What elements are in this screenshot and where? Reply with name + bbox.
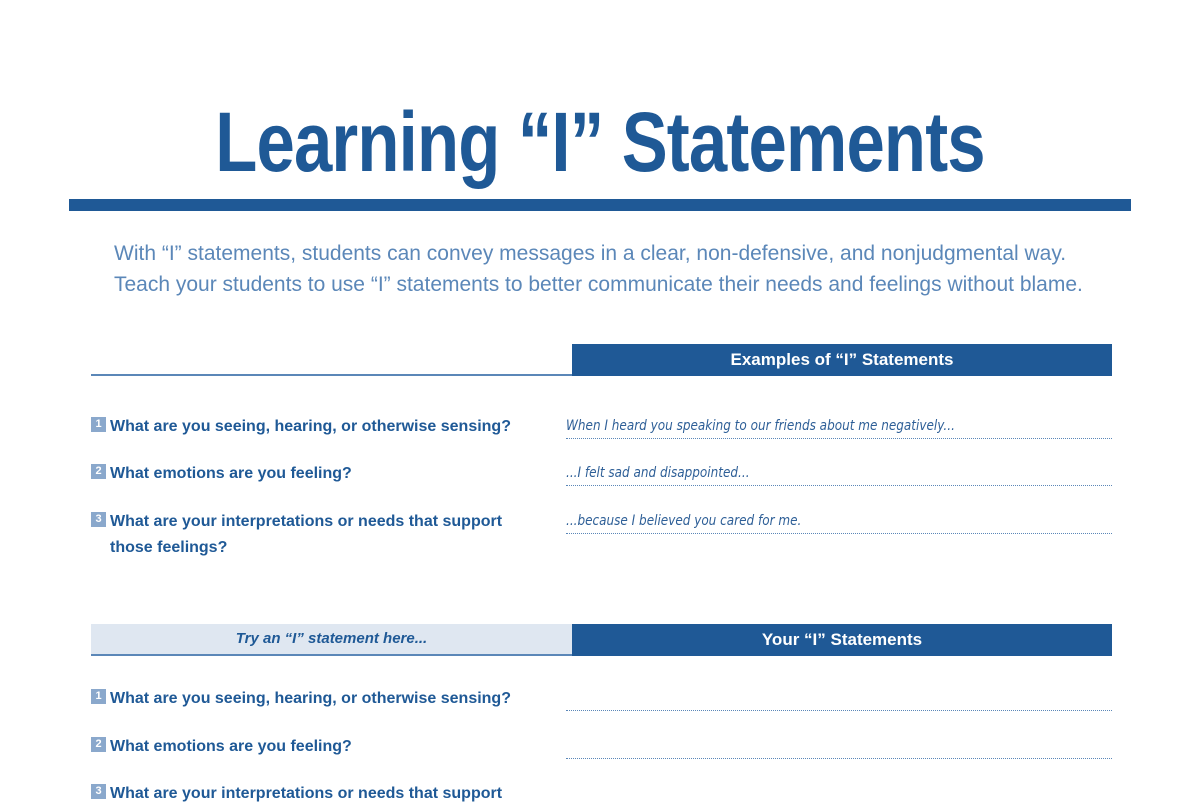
examples-header — [91, 344, 1112, 376]
example-answer: When I heard you speaking to our friends about me negatively... — [566, 414, 1112, 439]
question-text: What are you seeing, hearing, or otherwise sensing? — [110, 690, 511, 707]
your-statements-header — [91, 624, 1112, 656]
page-title: Learning “I” Statements — [215, 95, 985, 189]
your-statements-title: Your “I” Statements — [572, 624, 1112, 656]
try-label-box — [91, 624, 572, 656]
question-text: What are you seeing, hearing, or otherwise sensing? — [110, 418, 511, 435]
question-number: 3 — [91, 784, 106, 799]
question-number: 1 — [91, 417, 106, 432]
try-label: Try an “I” statement here... — [235, 630, 428, 647]
example-answer: ...I felt sad and disappointed... — [566, 461, 1112, 486]
question-text: What are your interpretations or needs that support — [110, 785, 503, 802]
your-answer-line[interactable] — [566, 734, 1112, 759]
question-number: 2 — [91, 464, 106, 479]
question-text: What emotions are you feeling? — [110, 738, 352, 755]
question-number: 3 — [91, 512, 106, 527]
question-text: What emotions are you feeling? — [110, 465, 352, 482]
question-text: What are your interpretations or needs that support those feelings? — [110, 513, 503, 556]
example-answer: ...because I believed you cared for me. — [566, 509, 1112, 534]
your-answer-line[interactable] — [566, 686, 1112, 711]
intro-paragraph: With “I” statements, students can convey messages in a clear, non-defensive, and nonjudgmental way. Teach your students to use “I” statements to better communicate their needs and feelings without blame. — [114, 242, 1083, 296]
question-number: 2 — [91, 737, 106, 752]
title-divider — [69, 199, 1131, 211]
examples-header-left — [91, 344, 572, 376]
examples-header-title: Examples of “I” Statements — [572, 344, 1112, 376]
question-number: 1 — [91, 689, 106, 704]
